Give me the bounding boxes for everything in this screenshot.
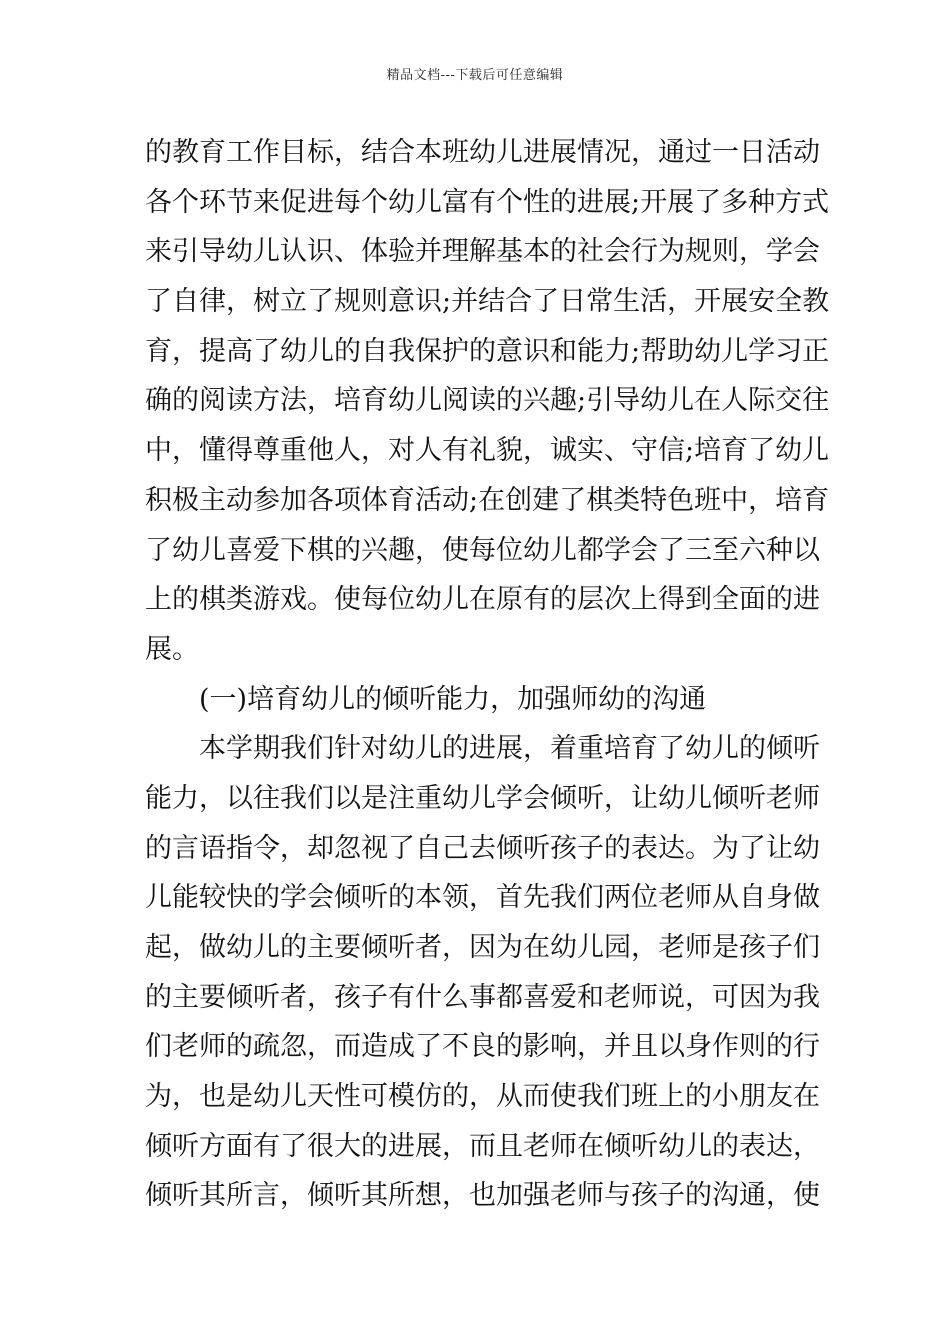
text-line: 倾听方面有了很大的进展，而且老师在倾听幼儿的表达， (145, 1130, 820, 1162)
text-line: 的言语指令，却忽视了自己去倾听孩子的表达。为了让幼 (145, 832, 820, 864)
text-line: 上的棋类游戏。使每位幼儿在原有的层次上得到全面的进 (145, 584, 820, 616)
text-line: 的教育工作目标，结合本班幼儿进展情况，通过一日活动 (145, 137, 820, 168)
page-header: 精品文档---下载后可任意编辑 (386, 68, 564, 83)
text-line: 了幼儿喜爱下棋的兴趣，使每位幼儿都学会了三至六种以 (145, 534, 820, 566)
text-line: 们老师的疏忽，而造成了不良的影响，并且以身作则的行 (145, 1031, 820, 1063)
text-line: 为，也是幼儿天性可模仿的，从而使我们班上的小朋友在 (145, 1081, 820, 1113)
paragraph-first-line: 本学期我们针对幼儿的进展，着重培育了幼儿的倾听 (199, 733, 820, 765)
text-line: 各个环节来促进每个幼儿富有个性的进展;开展了多种方式 (145, 186, 830, 218)
text-line: 育，提高了幼儿的自我保护的意识和能力;帮助幼儿学习正 (145, 335, 830, 367)
text-line: 儿能较快的学会倾听的本领，首先我们两位老师从自身做 (145, 882, 820, 914)
text-line: 了自律，树立了规则意识;并结合了日常生活，开展安全教 (145, 286, 830, 318)
text-line: 确的阅读方法，培育幼儿阅读的兴趣;引导幼儿在人际交往 (145, 385, 830, 417)
text-line: 起，做幼儿的主要倾听者，因为在幼儿园，老师是孩子们 (145, 932, 820, 963)
text-line: 能力，以往我们以是注重幼儿学会倾听，让幼儿倾听老师 (145, 782, 820, 814)
document-body (145, 128, 830, 1221)
section-heading: (一)培育幼儿的倾听能力，加强师幼的沟通 (199, 683, 707, 715)
text-line: 积极主动参加各项体育活动;在创建了棋类特色班中，培育 (145, 484, 830, 516)
text-line: 来引导幼儿认识、体验并理解基本的社会行为规则，学会 (145, 236, 820, 268)
text-line: 展。 (145, 633, 199, 665)
text-line: 倾听其所言，倾听其所想，也加强老师与孩子的沟通，使 (145, 1180, 820, 1212)
text-line: 的主要倾听者，孩子有什么事都喜爱和老师说，可因为我 (145, 981, 820, 1013)
text-line: 中，懂得尊重他人，对人有礼貌，诚实、守信;培育了幼儿 (145, 435, 830, 467)
